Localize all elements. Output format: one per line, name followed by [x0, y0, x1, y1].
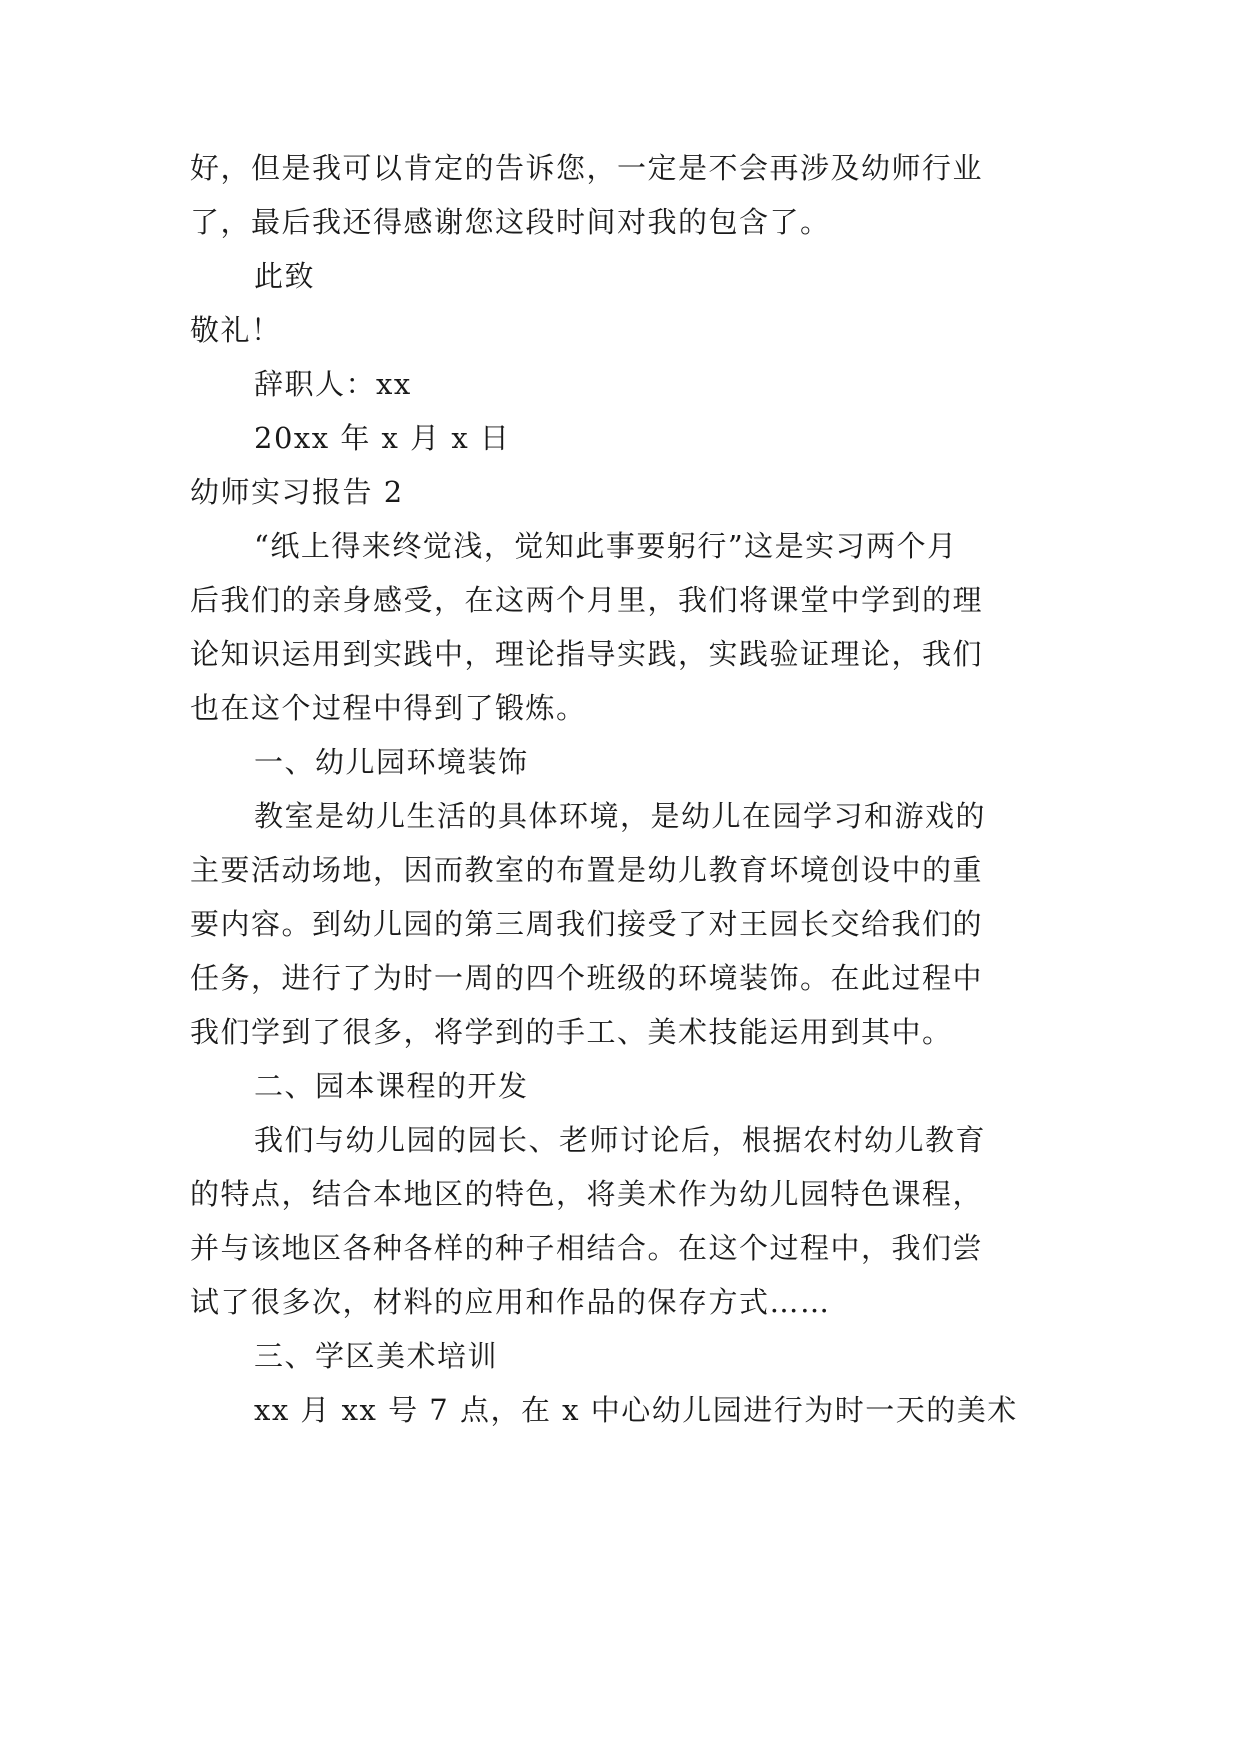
text-line: 并与该地区各种各样的种子相结合。在这个过程中，我们尝 [190, 1231, 984, 1265]
text-line: 了，最后我还得感谢您这段时间对我的包含了。 [190, 205, 831, 239]
section-title: 幼师实习报告 2 [190, 475, 404, 509]
signature: 辞职人：xx [254, 367, 412, 401]
section-heading: 二、园本课程的开发 [254, 1069, 529, 1103]
text-line: 教室是幼儿生活的具体环境，是幼儿在园学习和游戏的 [254, 799, 987, 833]
date: 20xx 年 x 月 x 日 [254, 421, 511, 455]
text-line: 我们学到了很多，将学到的手工、美术技能运用到其中。 [190, 1015, 953, 1049]
closing-regards: 敬礼！ [190, 313, 282, 347]
text-line: 我们与幼儿园的园长、老师讨论后，根据农村幼儿教育 [254, 1123, 987, 1157]
text-line: xx 月 xx 号 7 点，在 x 中心幼儿园进行为时一天的美术 [254, 1393, 1018, 1427]
text-line: “纸上得来终觉浅，觉知此事要躬行”这是实习两个月 [254, 529, 958, 563]
text-line: 好，但是我可以肯定的告诉您，一定是不会再涉及幼师行业 [190, 151, 984, 185]
text-line: 后我们的亲身感受，在这两个月里，我们将课堂中学到的理 [190, 583, 984, 617]
text-line: 的特点，结合本地区的特色，将美术作为幼儿园特色课程， [190, 1177, 984, 1211]
section-heading: 三、学区美术培训 [254, 1339, 499, 1373]
text-line: 要内容。到幼儿园的第三周我们接受了对王园长交给我们的 [190, 907, 984, 941]
text-line: 任务，进行了为时一周的四个班级的环境装饰。在此过程中 [190, 961, 984, 995]
closing-salutation: 此致 [254, 259, 316, 293]
text-line: 试了很多次，材料的应用和作品的保存方式…… [190, 1285, 831, 1319]
text-line: 也在这个过程中得到了锻炼。 [190, 691, 587, 725]
text-line: 论知识运用到实践中，理论指导实践，实践验证理论，我们 [190, 637, 984, 671]
text-line: 主要活动场地，因而教室的布置是幼儿教育坏境创设中的重 [190, 853, 984, 887]
section-heading: 一、幼儿园环境装饰 [254, 745, 529, 779]
